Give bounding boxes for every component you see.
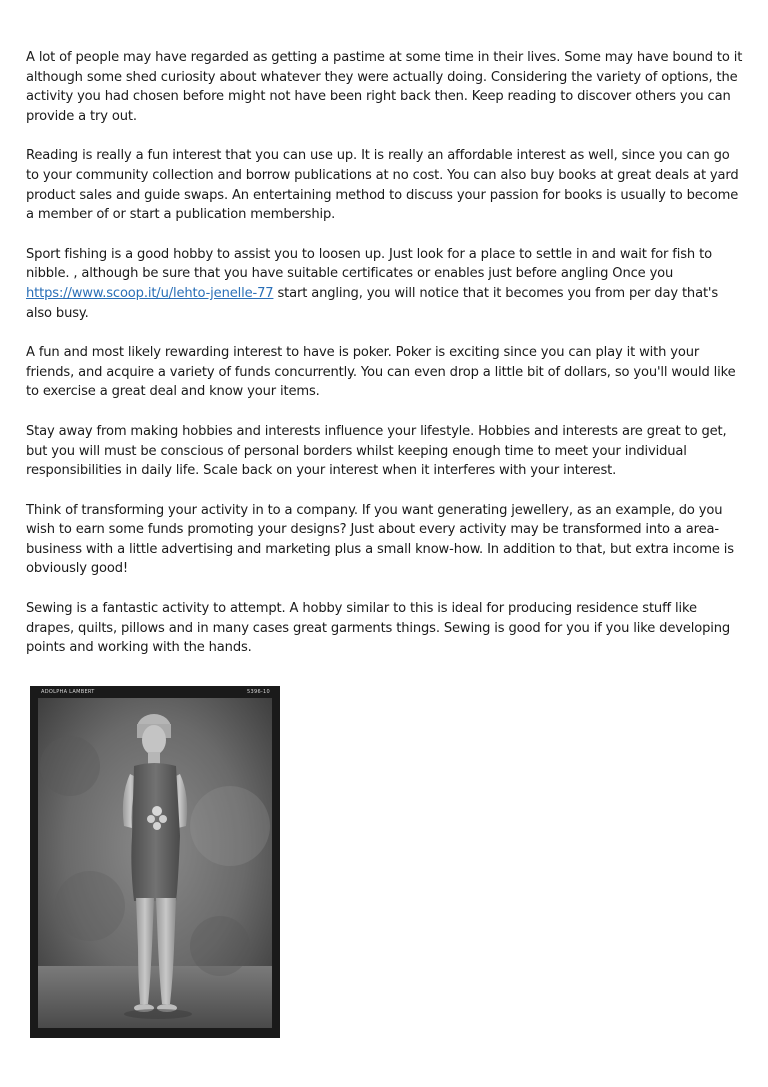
photo-number: 5396-10: [247, 689, 270, 695]
paragraph-1: A lot of people may have regarded as getting a pastime at some time in their lives. Some may have bound to it although some shed curiosity about whatever they were actually doing. Considering the variety of options, the activity you had chosen before might not have been right back then. Keep reading to discover others you can provide a try out.: [26, 50, 743, 124]
scoop-link[interactable]: https://www.scoop.it/u/lehto-jenelle-77: [26, 285, 274, 301]
paragraph-7: Sewing is a fantastic activity to attempt. A hobby similar to this is ideal for producing residence stuff like drapes, quilts, pillows and in many cases great garments things. Sewing is good for you if you like developing points and working with the hands.: [26, 601, 731, 656]
paragraph-4: A fun and most likely rewarding interest to have is poker. Poker is exciting since you can play it with your friends, and acquire a variety of funds concurrently. You can even drop a little bit of dollars, so you'll would like to exercise a great deal and know your items.: [26, 345, 736, 400]
paragraph-6: Think of transforming your activity in to a company. If you want generating jewellery, as an example, do you wish to earn some funds promoting your designs? Just about every activity may be transformed into a area-business with a little advertising and marketing plus a small know-how. In addition to that, but extra income is obviously good!: [26, 502, 734, 577]
paragraph-3-text-after: start angling, you will notice that it becomes you from per day that's also busy.: [26, 285, 719, 321]
document-body: [26, 48, 746, 678]
photo-image: [30, 686, 280, 1038]
paragraph-5: Stay away from making hobbies and interests influence your lifestyle. Hobbies and interests are great to get, but you will must be conscious of personal borders whilst keeping enough time to meet your individual responsibilities in daily life. Scale back on your interest when it interferes with your interest.: [26, 423, 727, 479]
paragraph-2: Reading is really a fun interest that you can use up. It is really an affordable interest as well, since you can go to your community collection and borrow publications at no cost. You can also buy books at great deals at yard product sales and guide swaps. An entertaining method to discuss your passion for books is usually to become a member of or start a publication membership.: [26, 148, 739, 223]
paragraph-3-text-before: Sport fishing is a good hobby to assist you to loosen up. Just look for a place to settle in and wait for fish to nibble. , although be sure that you have suitable certificates or enables just before angling Once you: [26, 246, 712, 282]
photo-caption: ADOLPHA LAMBERT: [41, 689, 95, 695]
vintage-photo: [30, 686, 280, 1038]
paragraph-3: [26, 245, 746, 323]
